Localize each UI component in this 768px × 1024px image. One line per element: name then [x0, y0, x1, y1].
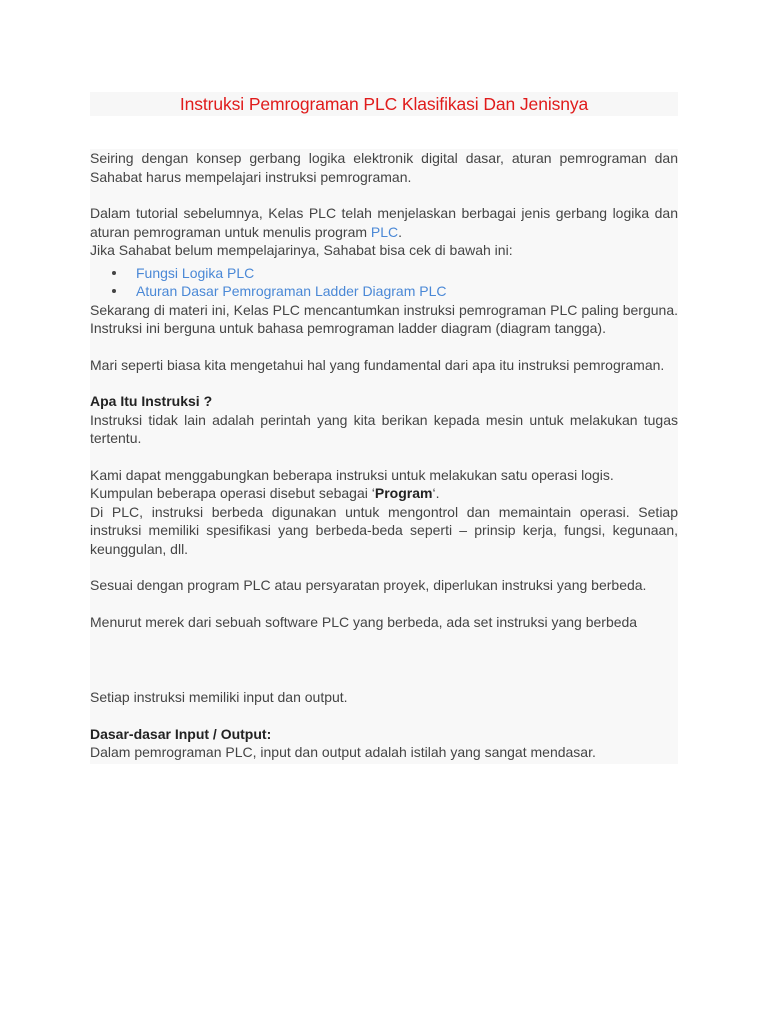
program-term: Program [374, 485, 433, 501]
list-item [112, 282, 678, 301]
paragraph-instruksi-definition: Instruksi tidak lain adalah perintah yang kita berikan kepada mesin untuk melakukan tugas tertentu. [90, 411, 678, 446]
article-body [90, 149, 678, 764]
heading-dasar-input-output: Dasar-dasar Input / Output: [90, 725, 272, 742]
page-title: Instruksi Pemrograman PLC Klasifikasi Dan Jenisnya [179, 93, 589, 114]
paragraph-plc-instructions: Di PLC, instruksi berbeda digunakan untuk mengontrol dan memaintain operasi. Setiap instruksi memiliki spesifikasi yang berbeda-beda seperti – prinsip kerja, fungsi, kegunaan, keunggulan, dll. [90, 503, 678, 557]
heading-apa-itu-instruksi: Apa Itu Instruksi ? [90, 393, 213, 409]
title-bar [90, 92, 678, 116]
paragraph-io-basics: Dalam pemrograman PLC, input dan output adalah istilah yang sangat mendasar. [90, 744, 596, 760]
related-links-list [90, 264, 678, 301]
paragraph-previous-tutorial: Dalam tutorial sebelumnya, Kelas PLC telah menjelaskan berbagai jenis gerbang logika dan aturan pemrograman untuk menulis program PLC. [90, 205, 678, 240]
link-aturan-dasar[interactable]: Aturan Dasar Pemrograman Ladder Diagram PLC [136, 283, 447, 299]
paragraph-program-definition: Kumpulan beberapa operasi disebut sebagai ‘Program‘. [90, 485, 440, 501]
bullet-icon [112, 271, 116, 275]
bullet-icon [112, 289, 116, 293]
paragraph-fundamental: Mari seperti biasa kita mengetahui hal yang fundamental dari apa itu instruksi pemrograman. [90, 356, 665, 373]
paragraph-input-output: Setiap instruksi memiliki input dan output. [90, 689, 348, 705]
paragraph-combine-instructions: Kami dapat menggabungkan beberapa instruksi untuk melakukan satu operasi logis. [90, 466, 614, 483]
link-fungsi-logika[interactable]: Fungsi Logika PLC [136, 264, 255, 281]
paragraph-intro: Seiring dengan konsep gerbang logika elektronik digital dasar, aturan pemrograman dan Sahabat harus mempelajari instruksi pemrograman. [90, 150, 678, 185]
plc-link[interactable]: PLC [370, 223, 399, 240]
paragraph-current-material: Sekarang di materi ini, Kelas PLC mencantumkan instruksi pemrograman PLC paling berguna. Instruksi ini berguna untuk bahasa pemrograman ladder diagram (diagram tangga). [90, 301, 678, 336]
list-item [112, 264, 678, 283]
article [90, 92, 678, 764]
paragraph-software-brands: Menurut merek dari sebuah software PLC yang berbeda, ada set instruksi yang berbeda [90, 613, 638, 630]
paragraph-check-below: Jika Sahabat belum mempelajarinya, Sahabat bisa cek di bawah ini: [90, 242, 513, 258]
paragraph-project-requirements: Sesuai dengan program PLC atau persyaratan proyek, diperlukan instruksi yang berbeda. [90, 577, 647, 593]
